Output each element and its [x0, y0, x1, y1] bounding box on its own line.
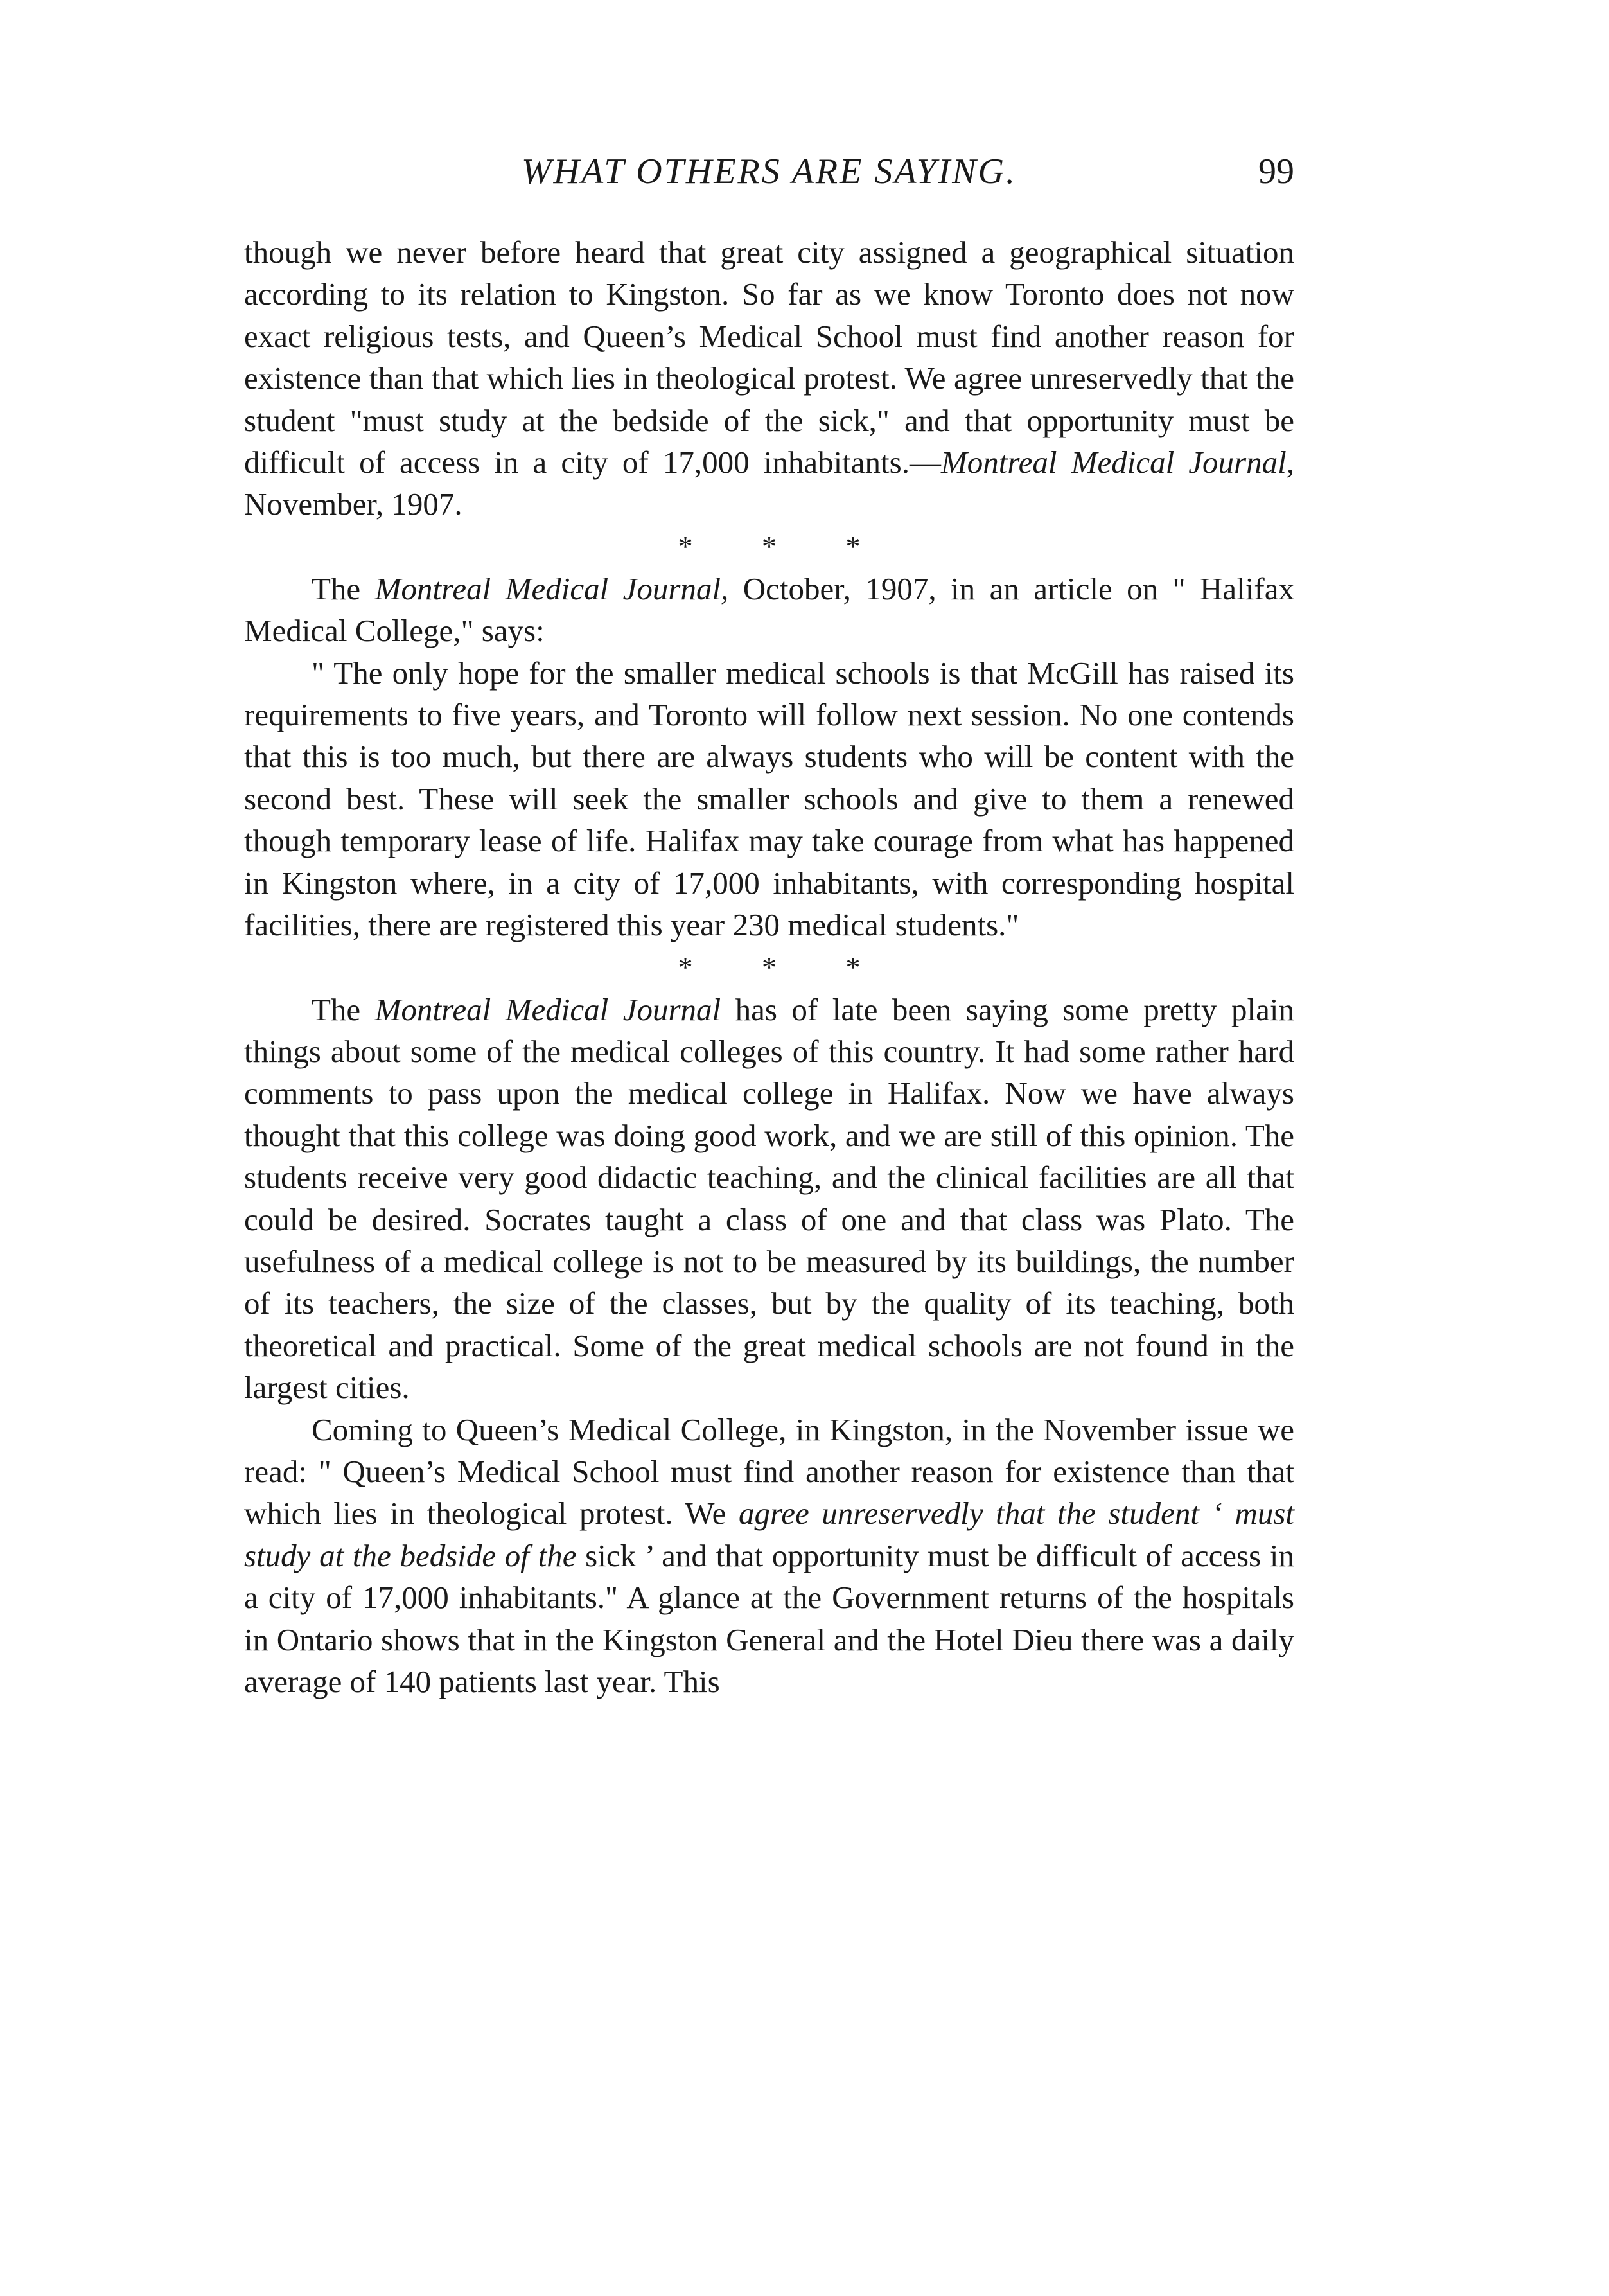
paragraph-text: October, 1907, in an article on " Halifax Medical College," says: [244, 570, 1294, 649]
paragraph [244, 989, 1294, 1409]
paragraph-text: sick ’ and that opportunity must be difficult of access in a city of 17,000 inhabitants." A glance at the Government returns of the hospitals in Ontario shows that in the Kingston General and the Hotel Dieu there was a daily average of 140 patients last year. This [244, 1537, 1294, 1699]
paragraph-text: though we never before heard that great city assigned a geographical situation according to its relation to Kingston. So far as we know Toronto does not now exact religious tests, and Queen’s Medical School must find another reason for existence than that which lies in theological protest. We agree unreservedly that the student "must study at the bedside of the sick," and that opportunity must be difficult of access in a city of 17,000 inhabitants.— [244, 234, 1294, 481]
paragraph-continued [244, 231, 1294, 525]
body-text [244, 231, 1294, 1702]
source-date: November, 1907. [244, 486, 462, 522]
paragraph-lead: The [312, 570, 375, 606]
quote-text: " The only hope for the smaller medical schools is that McGill has raised its requirements to five years, and Toronto will follow next session. No one contends that this is too much, but there are always students who will be content with the second best. These will seek the smaller schools and give to them a renewed though temporary lease of life. Halifax may take courage from what has happened in Kingston where, in a city of 17,000 inhabitants, with corresponding hospital facilities, there are registered this year 230 medical students." [244, 655, 1294, 943]
section-separator: * * * [678, 529, 892, 563]
section-separator: * * * [678, 950, 892, 984]
paragraph-text: has of late been saying some pretty plain things about some of the medical colleges of this country. It had some rather hard comments to pass upon the medical college in Halifax. Now we have always thought that this college was doing good work, and we are still of this opinion. The students receive very good didactic teaching, and the clinical facilities are all that could be desired. Socrates taught a class of one and that class was Plato. The usefulness of a medical college is not to be measured by its buildings, the number of its teachers, the size of the classes, but by the quality of its teaching, both theoretical and practical. Some of the great medical schools are not found in the largest cities. [244, 991, 1294, 1406]
journal-title: Montreal Medical Journal [374, 991, 721, 1027]
running-head [244, 149, 1294, 200]
quoted-italic: agree unreservedly that the student ‘ must study at the bedside of the [244, 1496, 1294, 1573]
page-number: 99 [1258, 152, 1294, 191]
block-quote [244, 652, 1294, 946]
running-title: WHAT OTHERS ARE SAYING. [521, 152, 1017, 191]
paragraph-intro [244, 568, 1294, 652]
journal-title: Montreal Medical Journal, [374, 570, 729, 606]
paragraph [244, 1409, 1294, 1703]
paragraph-lead: Coming to Queen’s Medical College, in Kingston, in the November issue we read: " Queen’s Medical School must find another reason for existence than that which lies in theological protest. We [244, 1411, 1294, 1532]
paragraph-lead: The [312, 991, 375, 1027]
source-journal: Montreal Medical Journal, [940, 445, 1294, 481]
